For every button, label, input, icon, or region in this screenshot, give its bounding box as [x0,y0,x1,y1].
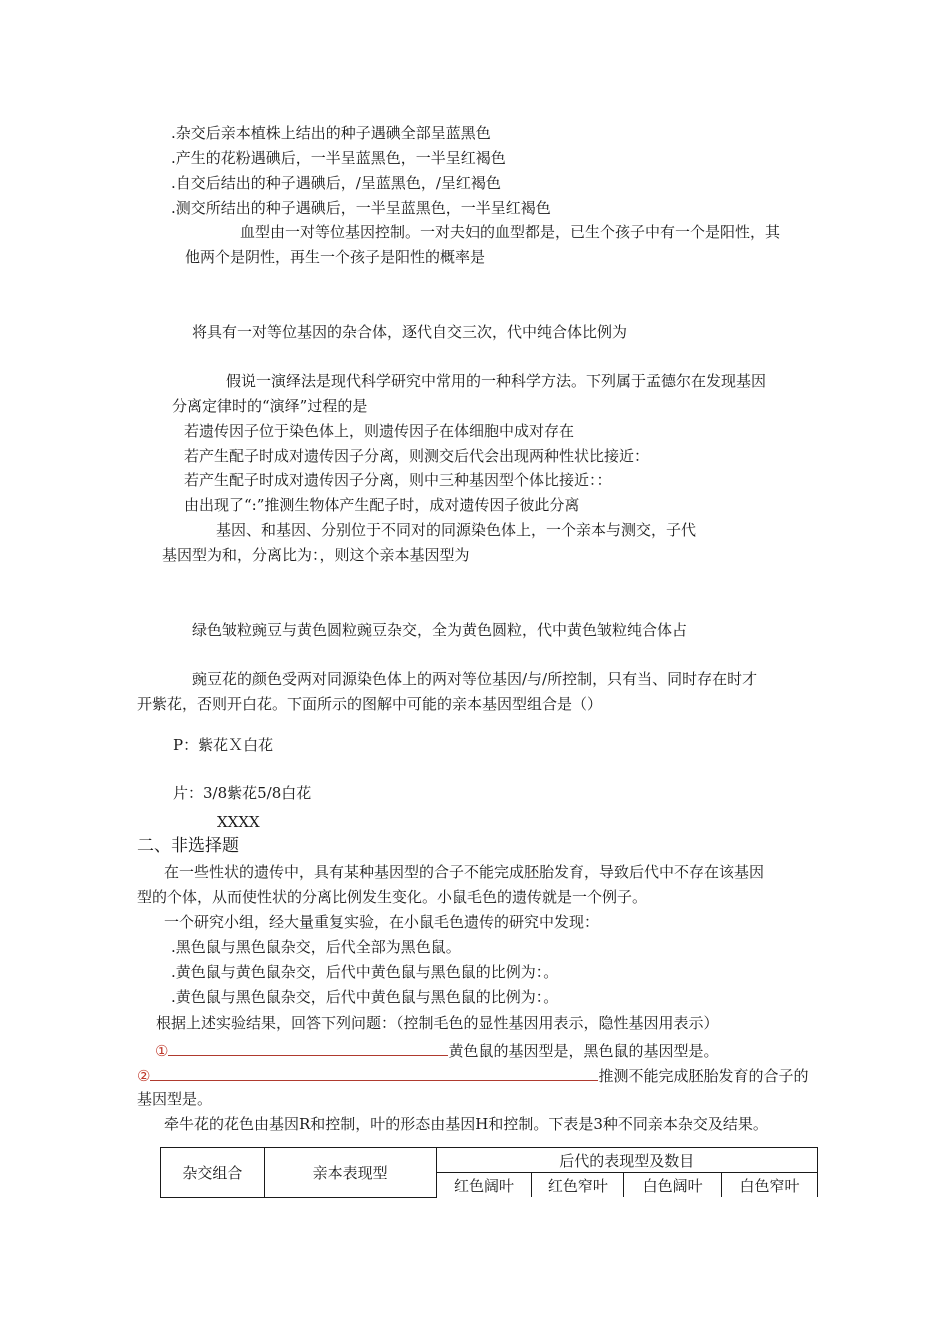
question-text: 基因、和基因、分别位于不同对的同源染色体上，一个亲本与测交，子代 [216,521,697,539]
question-text: 基因型为和，分离比为：，则这个亲本基因型为 [162,546,470,564]
question-text: 他两个是阴性，再生一个孩子是阳性的概率是 [185,248,486,266]
answer-prompt: 黄色鼠的基因型是，黑色鼠的基因型是。 [448,1042,719,1060]
table-subheader: 红色阔叶 [436,1173,532,1198]
table-header-parent: 亲本表现型 [264,1148,436,1198]
question-text: 分离定律时的“演绎”过程的是 [172,397,368,415]
answer-prompt: 推测不能完成胚胎发育的合子的 [598,1067,809,1085]
item-number: ① [155,1042,169,1060]
table-header-offspring: 后代的表现型及数目 [436,1148,817,1173]
option-line: 若产生配子时成对遗传因子分离，则测交后代会出现两种性状比接近： [184,447,650,465]
answer-line-1 [155,1039,718,1061]
option-placeholder: XXXX [217,813,260,831]
table-subheader: 红色窄叶 [532,1173,624,1198]
paragraph-line: 一个研究小组，经大量重复实验，在小鼠毛色遗传的研究中发现： [164,913,600,931]
answer-blank[interactable] [150,1064,598,1081]
finding-line: .黄色鼠与黑色鼠杂交，后代中黄色鼠与黑色鼠的比例为：。 [171,988,559,1006]
paragraph-line: 牵牛花的花色由基因R和控制，叶的形态由基因H和控制。下表是3种不同亲本杂交及结果。 [164,1115,768,1133]
finding-line: .黄色鼠与黄色鼠杂交，后代中黄色鼠与黑色鼠的比例为：。 [171,963,559,981]
table-subheader: 白色窄叶 [722,1173,818,1198]
question-text: 豌豆花的颜色受两对同源染色体上的两对等位基因/与/所控制，只有当、同时存在时才 [192,670,758,688]
cross-parent-line: P：紫花Ｘ白花 [173,736,274,754]
section-heading: 二、非选择题 [137,836,239,856]
paragraph-line: 根据上述实验结果，回答下列问题：（控制毛色的显性基因用表示，隐性基因用表示） [156,1014,719,1032]
table-header-cross: 杂交组合 [161,1148,265,1198]
finding-line: .黑色鼠与黑色鼠杂交，后代全部为黑色鼠。 [171,938,461,956]
option-line: 由出现了“:”推测生物体产生配子时，成对遗传因子彼此分离 [184,496,580,514]
option-line: 若遗传因子位于染色体上，则遗传因子在体细胞中成对存在 [184,422,575,440]
question-text: 绿色皱粒豌豆与黄色圆粒豌豆杂交，全为黄色圆粒，代中黄色皱粒纯合体占 [192,621,688,639]
answer-blank[interactable] [168,1039,448,1056]
question-text: 将具有一对等位基因的杂合体，逐代自交三次，代中纯合体比例为 [192,323,628,341]
option-line: .测交所结出的种子遇碘后，一半呈蓝黑色，一半呈红褐色 [171,199,551,217]
question-text: 假说一演绎法是现代科学研究中常用的一种科学方法。下列属于孟德尔在发现基因 [226,372,767,390]
question-text: 开紫花，否则开白花。下面所示的图解中可能的亲本基因型组合是（） [137,695,603,713]
option-line: .产生的花粉遇碘后，一半呈蓝黑色，一半呈红褐色 [171,149,506,167]
item-number: ② [137,1067,151,1085]
table-subheader: 白色阔叶 [624,1173,722,1198]
question-text: 血型由一对等位基因控制。一对夫妇的血型都是，已生个孩子中有一个是阳性，其 [240,223,781,241]
paragraph-line: 在一些性状的遗传中，具有某种基因型的合子不能完成胚胎发育，导致后代中不存在该基因 [164,863,765,881]
cross-results-table [160,1147,818,1198]
paragraph-line: 型的个体，从而使性状的分离比例发生变化。小鼠毛色的遗传就是一个例子。 [137,888,648,906]
answer-line-2 [137,1064,808,1086]
cross-offspring-line: 片：3/8紫花5/8白花 [173,784,312,802]
option-line: .自交后结出的种子遇碘后，/呈蓝黑色，/呈红褐色 [171,174,501,192]
paragraph-line: 基因型是。 [137,1090,213,1108]
option-line: 若产生配子时成对遗传因子分离，则中三种基因型个体比接近：： [184,471,612,489]
option-line: .杂交后亲本植株上结出的种子遇碘全部呈蓝黑色 [171,124,491,142]
